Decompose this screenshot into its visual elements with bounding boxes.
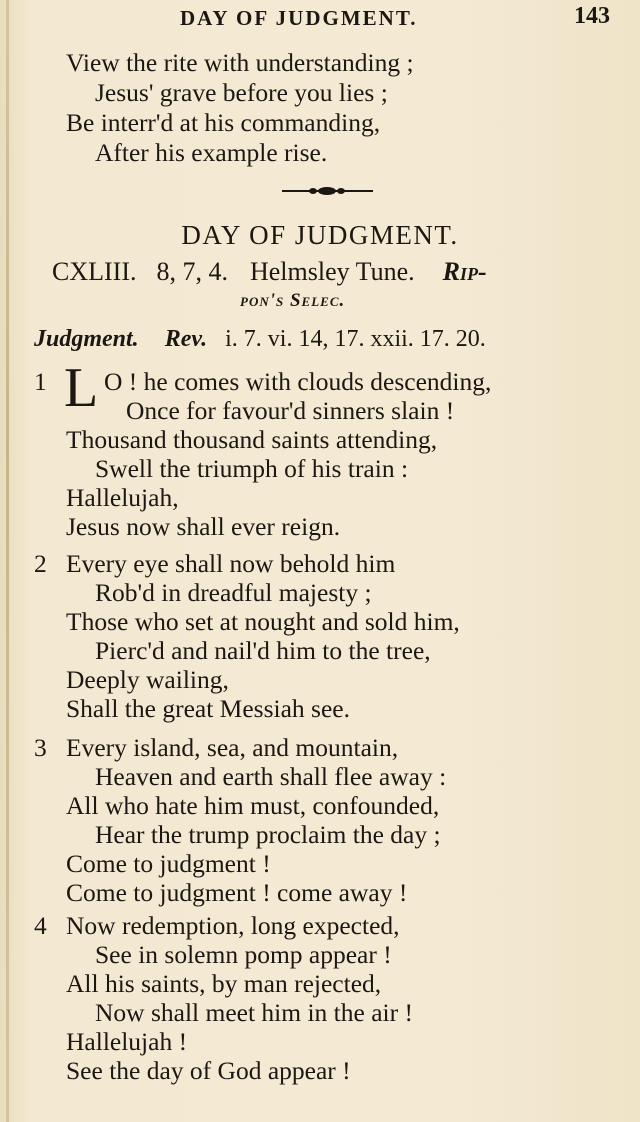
page-gutter [6,0,9,1122]
hymn-compiler-part1: Rip- [442,257,487,286]
verse-line: Now redemption, long expected, [66,911,400,940]
verse-line: Pierc'd and nail'd him to the tree, [95,636,431,665]
section-divider-ornament-icon [280,184,375,198]
verse-line: All his saints, by man rejected, [66,969,382,998]
hymn-scripture-reference [34,326,486,353]
verse-line: All who hate him must, confounded, [66,791,440,820]
hymn-subject: Judgment. [34,326,139,352]
verse-line: Deeply wailing, [66,665,229,694]
hymn-heading [52,257,487,287]
verse-line: Jesus now shall ever reign. [66,512,341,541]
verse-line: Every eye shall now behold him [66,549,396,578]
verse-line: Be interr'd at his commanding, [66,108,381,137]
stanza-number: 3 [34,733,47,762]
stanza-number: 2 [34,549,47,578]
page-number: 143 [574,3,610,29]
hymn-meter: 8, 7, 4. [156,257,228,286]
verse-line: Thousand thousand saints attending, [66,425,438,454]
verse-line: See in solemn pomp appear ! [95,940,392,969]
verse-line: View the rite with understanding ; [66,48,414,77]
verse-line: Now shall meet him in the air ! [95,998,413,1027]
verse-line: Once for favour'd sinners slain ! [126,396,455,425]
verse-line: Rob'd in dreadful majesty ; [95,578,372,607]
scripture-book: Rev. [164,326,208,352]
verse-line: Hallelujah, [66,483,179,512]
verse-line: Every island, sea, and mountain, [66,733,399,762]
verse-line: Heaven and earth shall flee away : [95,762,447,791]
stanza-number: 4 [34,911,47,940]
verse-line: Jesus' grave before you lies ; [95,78,388,107]
verse-line: Come to judgment ! come away ! [66,878,408,907]
stanza-number: 1 [34,367,47,396]
verse-line: Swell the triumph of his train : [95,454,409,483]
verse-line: Shall the great Messiah see. [66,694,350,723]
verse-line: After his example rise. [95,138,328,167]
hymn-section-title: DAY OF JUDGMENT. [181,220,459,250]
verse-line: O ! he comes with clouds descending, [104,367,492,396]
hymn-number: CXLIII. [52,257,137,286]
verse-line: See the day of God appear ! [66,1056,351,1085]
verse-line: Hear the trump proclaim the day ; [95,820,441,849]
verse-line: Those who set at nought and sold him, [66,607,460,636]
drop-cap: L [64,357,99,419]
hymn-compiler-part2: pon's Selec. [240,290,346,311]
verse-line: Hallelujah ! [66,1027,188,1056]
running-head: DAY OF JUDGMENT. [180,6,418,30]
hymn-tune: Helmsley Tune. [249,257,415,286]
scripture-refs: i. 7. vi. 14, 17. xxii. 17. 20. [225,326,486,352]
verse-line: Come to judgment ! [66,849,271,878]
